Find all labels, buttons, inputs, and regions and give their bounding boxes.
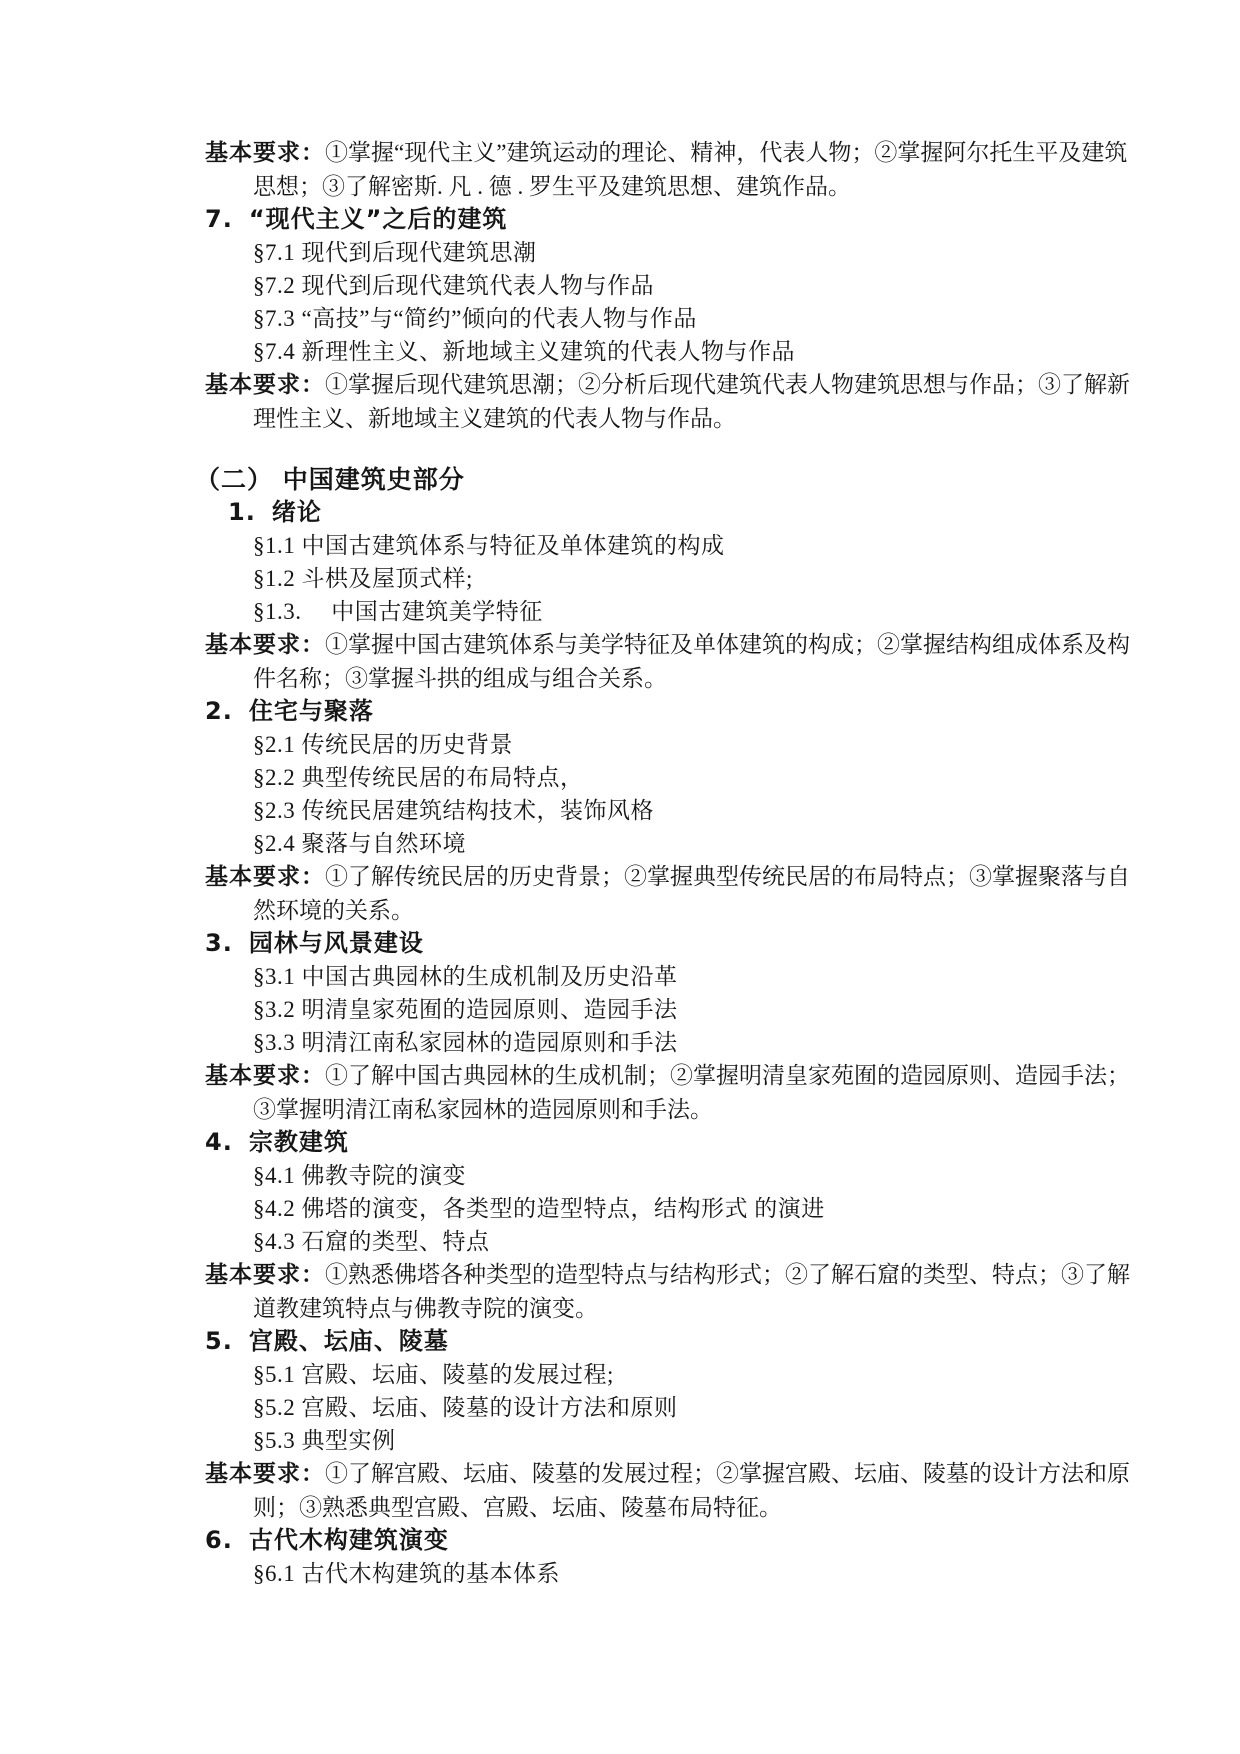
requirement-paragraph bbox=[205, 1258, 1133, 1325]
subsection-item: §1.2 斗栱及屋顶式样; bbox=[253, 566, 473, 591]
requirement-label: 基本要求： bbox=[205, 140, 325, 166]
subsection-item: §5.3 典型实例 bbox=[253, 1428, 396, 1453]
subsection-item: §1.1 中国古建筑体系与特征及单体建筑的构成 bbox=[253, 533, 725, 558]
carryover-requirement-paragraph bbox=[205, 136, 1133, 203]
subsection-item: §2.4 聚落与自然环境 bbox=[253, 831, 466, 856]
part-two-heading: （二） 中国建筑史部分 bbox=[195, 465, 465, 494]
section-number: 1. bbox=[228, 498, 256, 526]
requirement-text: ①熟悉佛塔各种类型的造型特点与结构形式；②了解石窟的类型、特点；③了解道教建筑特点与佛教寺院的演变。 bbox=[253, 1262, 1130, 1321]
subsection-item: §7.1 现代到后现代建筑思潮 bbox=[253, 240, 537, 265]
subsection-item: §7.2 现代到后现代建筑代表人物与作品 bbox=[253, 273, 654, 298]
part-two-sections bbox=[0, 496, 1240, 1590]
subsection-item: §2.2 典型传统民居的布局特点， bbox=[253, 765, 584, 790]
requirement-label: 基本要求： bbox=[205, 1461, 325, 1487]
subsection-item: §5.1 宫殿、坛庙、陵墓的发展过程; bbox=[253, 1362, 614, 1387]
requirement-text: ①掌握中国古建筑体系与美学特征及单体建筑的构成；②掌握结构组成体系及构件名称；③掌握斗拱的组成与组合关系。 bbox=[253, 632, 1130, 691]
section-heading bbox=[205, 1126, 1240, 1159]
requirement-text: ①掌握“现代主义”建筑运动的理论、精神，代表人物；②掌握阿尔托生平及建筑思想；③了解密斯. 凡 . 德 . 罗生平及建筑思想、建筑作品。 bbox=[253, 140, 1128, 199]
section-heading bbox=[228, 496, 1240, 529]
requirement-text: ①了解中国古典园林的生成机制；②掌握明清皇家苑囿的造园原则、造园手法；③掌握明清江南私家园林的造园原则和手法。 bbox=[253, 1063, 1130, 1122]
section bbox=[0, 1126, 1240, 1325]
section-title: 住宅与聚落 bbox=[248, 697, 374, 725]
section-heading bbox=[205, 203, 1240, 236]
requirement-label: 基本要求： bbox=[205, 864, 325, 890]
requirement-text: ①了解传统民居的历史背景；②掌握典型传统民居的布局特点；③掌握聚落与自然环境的关系。 bbox=[253, 864, 1130, 923]
section-heading bbox=[205, 695, 1240, 728]
requirement-paragraph bbox=[205, 368, 1133, 435]
subsection-item: §3.3 明清江南私家园林的造园原则和手法 bbox=[253, 1030, 678, 1055]
subsection-item: §6.1 古代木构建筑的基本体系 bbox=[253, 1561, 560, 1586]
section bbox=[0, 695, 1240, 927]
section-title: 园林与风景建设 bbox=[248, 929, 424, 957]
subsection-item: §4.1 佛教寺院的演变 bbox=[253, 1163, 466, 1188]
section-number: 7. bbox=[205, 205, 233, 233]
section-number: 2. bbox=[205, 697, 233, 725]
requirement-label: 基本要求： bbox=[205, 372, 325, 398]
requirement-label: 基本要求： bbox=[205, 1063, 325, 1089]
section-number: 6. bbox=[205, 1526, 233, 1554]
section-number: 5. bbox=[205, 1327, 233, 1355]
section-title: 绪论 bbox=[271, 498, 322, 526]
section bbox=[0, 496, 1240, 695]
section-title: 古代木构建筑演变 bbox=[248, 1526, 449, 1554]
subsection-item: §3.1 中国古典园林的生成机制及历史沿革 bbox=[253, 964, 678, 989]
subsection-item: §4.3 石窟的类型、特点 bbox=[253, 1229, 490, 1254]
section-title: 宫殿、坛庙、陵墓 bbox=[248, 1327, 449, 1355]
section-title: 宗教建筑 bbox=[248, 1128, 349, 1156]
section-number: 4. bbox=[205, 1128, 233, 1156]
subsection-item: §2.1 传统民居的历史背景 bbox=[253, 732, 513, 757]
requirement-text: ①掌握后现代建筑思潮；②分析后现代建筑代表人物建筑思想与作品；③了解新理性主义、新地域主义建筑的代表人物与作品。 bbox=[253, 372, 1130, 431]
section bbox=[0, 1325, 1240, 1524]
requirement-paragraph bbox=[205, 860, 1133, 927]
requirement-text: ①了解宫殿、坛庙、陵墓的发展过程；②掌握宫殿、坛庙、陵墓的设计方法和原则；③熟悉典型宫殿、宫殿、坛庙、陵墓布局特征。 bbox=[253, 1461, 1130, 1520]
section-number: 3. bbox=[205, 929, 233, 957]
section-heading bbox=[205, 927, 1240, 960]
section bbox=[0, 203, 1240, 435]
subsection-item: §3.2 明清皇家苑囿的造园原则、造园手法 bbox=[253, 997, 678, 1022]
subsection-item: §2.3 传统民居建筑结构技术，装饰风格 bbox=[253, 798, 654, 823]
section-heading bbox=[205, 1524, 1240, 1557]
section bbox=[0, 1524, 1240, 1590]
requirement-label: 基本要求： bbox=[205, 1262, 325, 1288]
requirement-paragraph bbox=[205, 1059, 1133, 1126]
subsection-item: §7.4 新理性主义、新地域主义建筑的代表人物与作品 bbox=[253, 339, 795, 364]
requirement-paragraph bbox=[205, 1457, 1133, 1524]
requirement-paragraph bbox=[205, 628, 1133, 695]
part-one-sections bbox=[0, 203, 1240, 435]
section-heading bbox=[205, 1325, 1240, 1358]
subsection-item: §1.3. 中国古建筑美学特征 bbox=[253, 599, 543, 624]
section bbox=[0, 927, 1240, 1126]
section-title: “现代主义”之后的建筑 bbox=[248, 205, 508, 233]
subsection-item: §4.2 佛塔的演变，各类型的造型特点，结构形式 的演进 bbox=[253, 1196, 825, 1221]
subsection-item: §5.2 宫殿、坛庙、陵墓的设计方法和原则 bbox=[253, 1395, 678, 1420]
requirement-label: 基本要求： bbox=[205, 632, 325, 658]
subsection-item: §7.3 “高技”与“简约”倾向的代表人物与作品 bbox=[253, 306, 697, 331]
